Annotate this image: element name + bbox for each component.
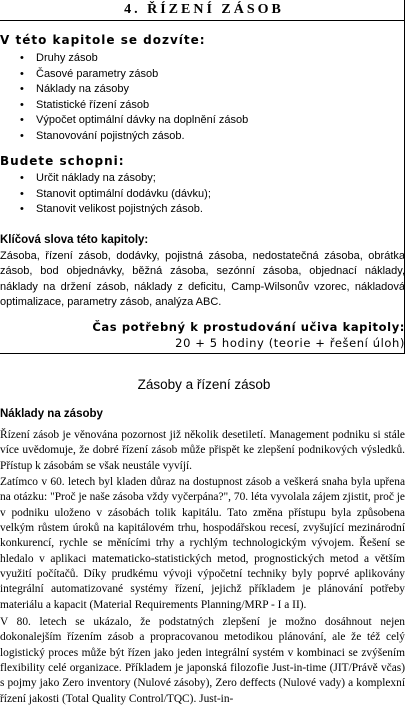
bullet-icon: • (20, 98, 24, 111)
list-item: • Stanovování pojistných zásob. (20, 129, 248, 145)
paragraph: V 80. letech se ukázalo, že podstatných zlepšení je možno dosáhnout nejen dokonalejším řízením zásob a propracovanou metodikou plánování, ale že též celý logistický proces může být řízen jako jeden integrální systém v kombinaci se zvýšením flexibility celé organizace. Příkladem je japonská filozofie Just-in-time (JIT/Právě včas) s pojmy jako Zero inventory (Nulové zásoby), Zero deffects (Nulové vady) a komplexní řízení jakosti (Total Quality Control/TQC). Just-in- (0, 616, 405, 705)
list-item: • Druhy zásob (20, 51, 248, 67)
keywords-heading: Klíčová slova této kapitoly: (0, 234, 149, 246)
list-item: • Časové parametry zásob (20, 67, 248, 83)
bullet-icon: • (20, 83, 24, 96)
subsection-heading: Náklady na zásoby (0, 408, 103, 420)
bullet-icon: • (20, 67, 24, 80)
bullet-icon: • (20, 172, 24, 184)
chapter-title: 4. ŘÍZENÍ ZÁSOB (124, 2, 284, 17)
objectives-heading: V této kapitole se dozvíte: (0, 33, 206, 47)
list-item: • Určit náklady na zásoby; (20, 171, 211, 187)
bullet-icon: • (20, 52, 24, 64)
study-time-heading: Čas potřebný k prostudování učiva kapitoly: (92, 320, 405, 334)
bullet-icon: • (20, 203, 24, 216)
paragraph: Zatímco v 60. letech byl kladen důraz na dostupnost zásob a veškerá snaha byla upřena na otázku: "Proč je naše zásoba vždy vyčerpána?", 70. léta vyvolala zájem zjistit, proč je v podniku uloženo v zásobách tolik kapitálu. Tato změna přístupu byla způsobena velkým růstem úroků na kapitálovém trhu, hospodářskou recesí, zvyšující mezinárodní konkurencí, rychle se měnícími trhy a rychlým technologickým vývojem. Řešení se hledalo v aplikaci matematicko-statistických metod, prognostických metod a větším využití počítačů. Díky prudkému vývoji výpočetní techniky byly poprvé aplikovány integrální automatizované systémy řízení, jejichž příkladem je plánování potřeby materiálu a kapacit (Material Requirements Planning/MRP - I a II). (0, 476, 405, 611)
list-item: • Stanovit optimální dodávku (dávku); (20, 187, 211, 203)
list-item: • Statistické řízení zásob (20, 98, 248, 114)
bullet-icon: • (20, 129, 24, 142)
skills-heading: Budete schopni: (0, 154, 125, 168)
bullet-icon: • (20, 114, 24, 127)
list-item: • Stanovit velikost pojistných zásob. (20, 202, 211, 218)
list-item: • Výpočet optimální dávky na doplnění zásob (20, 113, 248, 129)
list-item: • Náklady na zásoby (20, 82, 248, 98)
bullet-icon: • (20, 187, 24, 200)
keywords-text: Zásoba, řízení zásob, dodávky, pojistná zásoba, nedostatečná zásoba, obrátka zásob, bod objednávky, běžná zásoba, sezónní zásoba, objednací náklady, náklady na držení zásob, náklady z deficitu, Camp-Wilsonův vzorec, nákladová optimalizace, parametry zásob, analýza ABC. (0, 250, 405, 308)
study-time-value: 20 + 5 hodiny (teorie + řešení úloh) (175, 336, 405, 350)
paragraph: Řízení zásob je věnována pozornost již několik desetiletí. Management podniku si stále více uvědomuje, že dobré řízení zásob může přispět ke zlepšení podnikových výsledků. Přístup k zásobám se však neustále vyvíjí. (0, 429, 405, 472)
objectives-list (20, 51, 248, 145)
section-title: Zásoby a řízení zásob (137, 377, 271, 392)
skills-list (20, 171, 211, 218)
